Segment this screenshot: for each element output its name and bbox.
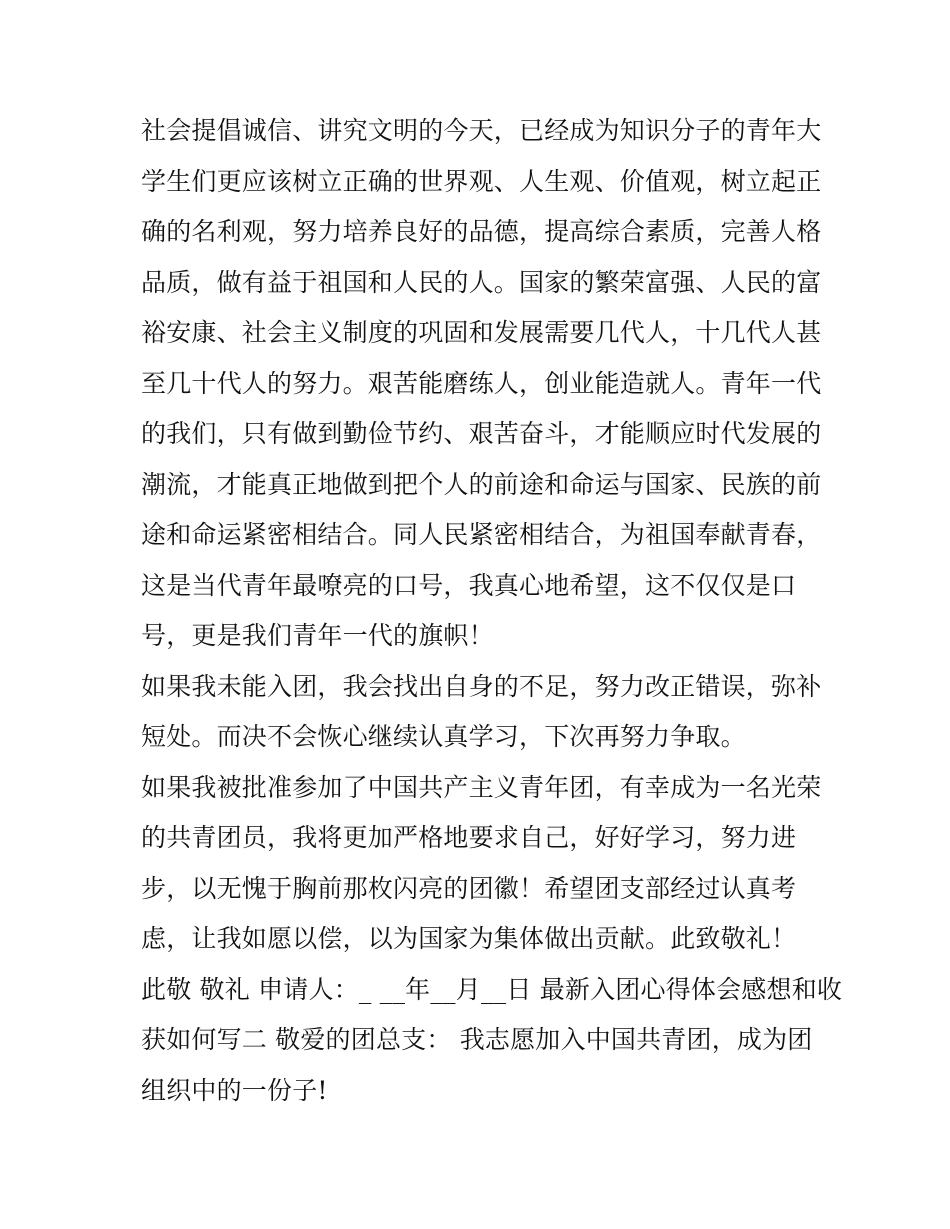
text-line: 这是当代青年最嘹亮的口号，我真心地希望，这不仅仅是口 xyxy=(141,570,797,600)
text-line: 的我们，只有做到勤俭节约、艰苦奋斗，才能顺应时代发展的 xyxy=(141,419,822,448)
text-line: 组织中的一份子! xyxy=(141,1075,328,1105)
text-line: 如果我被批准参加了中国共产主义青年团，有幸成为一名光荣 xyxy=(141,772,822,802)
text-line: 社会提倡诚信、讲究文明的今天，已经成为知识分子的青年大 xyxy=(141,116,822,145)
text-line: 裕安康、社会主义制度的巩固和发展需要几代人，十几代人甚 xyxy=(141,318,822,347)
text-line: 途和命运紧密相结合。同人民紧密相结合，为祖国奉献青春， xyxy=(141,520,822,549)
text-line: 学生们更应该树立正确的世界观、人生观、价值观，树立起正 xyxy=(141,166,822,196)
text-line: 步，以无愧于胸前那枚闪亮的团徽！希望团支部经过认真考 xyxy=(141,873,797,903)
text-line: 虑，让我如愿以偿，以为国家为集体做出贡献。此致敬礼！ xyxy=(141,924,797,953)
text-line: 此敬 敬礼 申请人：_ __年__月__日 最新入团心得体会感想和收 xyxy=(141,974,843,1004)
text-line: 短处。而决不会恢心继续认真学习，下次再努力争取。 xyxy=(141,722,746,751)
text-line: 至几十代人的努力。艰苦能磨练人，创业能造就人。青年一代 xyxy=(141,368,822,398)
text-line: 确的名利观，努力培养良好的品德，提高综合素质，完善人格 xyxy=(141,217,822,246)
text-line: 如果我未能入团，我会找出自身的不足，努力改正错误，弥补 xyxy=(141,671,822,701)
text-line: 号，更是我们青年一代的旗帜！ xyxy=(141,621,494,650)
text-line: 的共青团员，我将更加严格地要求自己，好好学习，努力进 xyxy=(141,823,797,852)
document-body xyxy=(141,106,843,1116)
text-line: 潮流，才能真正地做到把个人的前途和命运与国家、民族的前 xyxy=(141,469,822,499)
text-line: 获如何写二 敬爱的团总支： 我志愿加入中国共青团，成为团 xyxy=(141,1025,813,1054)
text-line: 品质，做有益于祖国和人民的人。国家的繁荣富强、人民的富 xyxy=(141,267,822,297)
